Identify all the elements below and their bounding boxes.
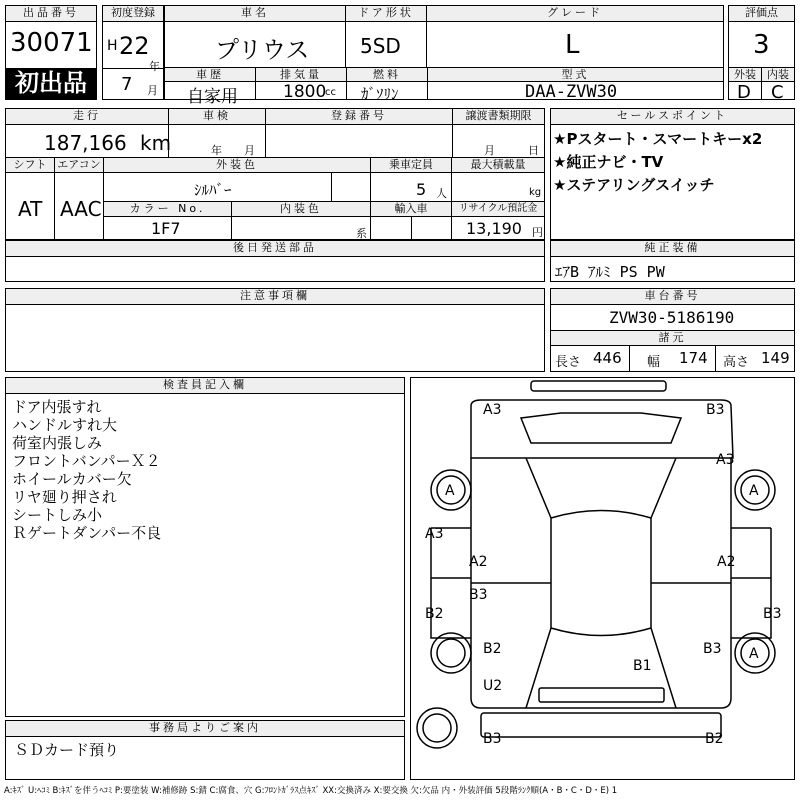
inspector-label: 検査員記入欄: [6, 378, 404, 394]
inspection-month-unit: 月: [244, 144, 255, 157]
history: 自家用: [187, 87, 238, 107]
ext-score: D: [737, 82, 751, 103]
grade: L: [565, 30, 580, 60]
transfer-label: 譲渡書類期限: [453, 109, 544, 125]
first-listing-badge: 初出品: [6, 68, 96, 99]
width-label: 幅: [647, 355, 661, 370]
damage-legend: A:ｷｽﾞ U:ﾍｺﾐ B:ｷｽﾞを伴うﾍｺﾐ P:要塗装 W:補修跡 S:錆 C:腐食、穴 G:ﾌﾛﾝﾄｶﾞﾗｽ点ｷｽﾞ XX:交換済み X:要交換 欠:欠品 内・外装評価 5段階ﾗﾝｸ順(A・B・C・D・E) 1: [4, 786, 618, 796]
later-parts-box: [5, 240, 545, 282]
notes-label: 注意事項欄: [6, 289, 544, 305]
lot-number: 30071: [10, 28, 93, 58]
color-no: 1F7: [151, 219, 181, 238]
shift: AT: [18, 197, 43, 221]
door-type: 5SD: [360, 34, 401, 58]
front-panel-outline: [471, 400, 733, 458]
inspector-line: シートしみ小: [12, 506, 103, 524]
mileage-label: 走行: [6, 109, 168, 125]
capacity-label: 乗車定員: [371, 158, 451, 173]
int-color-suffix: 系: [356, 227, 367, 240]
dims-label: 諸元: [551, 331, 794, 346]
later-parts-label: 後日発送部品: [6, 241, 544, 257]
sales-point-item: ★ステアリングスイッチ: [553, 176, 715, 194]
width: 174: [679, 349, 708, 367]
grade-label: グレード: [427, 6, 723, 22]
damage-mark: B3: [763, 606, 782, 622]
model-code: DAA-ZVW30: [525, 82, 618, 102]
equipment-label: 純正装備: [551, 241, 794, 257]
ac: AAC: [60, 197, 102, 221]
lot-number-box: [5, 5, 97, 100]
inspector-line: ホイールカバー欠: [12, 470, 132, 488]
max-load-label: 最大積載量: [452, 158, 544, 173]
ext-color-label: 外装色: [104, 158, 370, 173]
registration-box: [102, 5, 164, 100]
int-color-label: 内装色: [232, 202, 370, 217]
capacity-unit: 人: [436, 187, 447, 200]
damage-mark: B3: [703, 641, 722, 657]
int-score-label: 内装: [762, 68, 794, 82]
inspector-box: [5, 377, 405, 717]
damage-mark: A: [445, 483, 455, 499]
front-bumper-outline: [531, 381, 666, 391]
int-score: C: [771, 82, 784, 103]
roof-rear-line: [551, 628, 651, 636]
damage-mark: A: [749, 646, 759, 662]
damage-mark: B3: [706, 402, 725, 418]
fuel: ｶﾞｿﾘﾝ: [361, 85, 399, 103]
sales-point-item: ★Pスタート・スマートキーx2: [553, 130, 763, 148]
damage-diagram-box: [410, 377, 795, 780]
score: 3: [753, 30, 770, 60]
damage-mark: A2: [469, 554, 488, 570]
damage-mark: U2: [483, 678, 503, 694]
capacity: 5: [416, 180, 427, 199]
recycle-unit: 円: [532, 226, 543, 239]
inspector-line: ハンドルすれ大: [12, 416, 118, 434]
windshield-outline: [521, 413, 681, 443]
transfer-month-unit: 月: [484, 144, 495, 157]
color-no-label: カラー No.: [104, 202, 231, 217]
max-load-unit: kg: [529, 187, 542, 198]
transfer-day-unit: 日: [528, 144, 539, 157]
vehicle-info-box: [164, 5, 724, 107]
reg-month-unit: 月: [147, 84, 158, 97]
ext-color: ｼﾙﾊﾞｰ: [194, 181, 232, 199]
reg-year: 22: [119, 32, 150, 60]
reg-year-unit: 年: [149, 60, 160, 73]
inspector-line: ドア内張すれ: [12, 398, 102, 416]
reg-era: H: [107, 38, 118, 54]
lot-number-label: 出品番号: [6, 6, 96, 22]
rear-glass-outline: [539, 688, 664, 702]
height-label: 高さ: [723, 355, 750, 370]
rear-bumper-outline: [481, 713, 721, 737]
car-name: プリウス: [215, 36, 310, 64]
damage-mark: A3: [425, 526, 444, 542]
fuel-label: 燃料: [347, 68, 427, 82]
roof-front-line: [551, 511, 651, 519]
chassis-label: 車台番号: [551, 289, 794, 305]
mileage-unit: km: [140, 131, 172, 155]
history-label: 車歴: [165, 68, 255, 82]
equipment-value: ｴｱB ｱﾙﾐ PS PW: [555, 263, 665, 281]
inspection-label: 車検: [169, 109, 265, 125]
chassis-number: ZVW30-5186190: [609, 308, 735, 327]
notes-box: [5, 288, 545, 372]
registration-label: 初度登録: [103, 6, 163, 22]
inspector-line: リヤ廻り押され: [12, 488, 117, 506]
office-label: 事務局よりご案内: [6, 721, 404, 737]
car-name-label: 車名: [165, 6, 345, 22]
score-label: 評価点: [729, 6, 794, 22]
recycle: 13,190: [466, 219, 522, 238]
ext-score-label: 外装: [729, 68, 761, 82]
office-note: ＳＤカード預り: [14, 741, 120, 759]
office-box: [5, 720, 405, 780]
displacement-unit: cc: [325, 87, 336, 98]
damage-mark: B1: [633, 658, 652, 674]
inspector-line: フロントバンパーＸ２: [12, 452, 161, 470]
inspector-line: Ｒゲートダンパー不良: [12, 524, 162, 542]
reg-month: 7: [121, 74, 133, 95]
damage-mark: A3: [483, 402, 502, 418]
ac-label: エアコン: [55, 158, 103, 173]
displacement-label: 排気量: [256, 68, 346, 82]
sales-points-label: セールスポイント: [551, 109, 794, 125]
mileage-spec-box: [5, 108, 545, 240]
door-label: ドア形状: [346, 6, 426, 22]
sales-points-box: [550, 108, 795, 240]
damage-mark: A3: [716, 452, 735, 468]
chassis-box: [550, 288, 795, 372]
car-diagram: [411, 378, 794, 779]
recycle-label: リサイクル預託金: [452, 202, 544, 217]
displacement: 1800: [283, 82, 327, 102]
damage-mark: B2: [425, 606, 444, 622]
damage-mark: A2: [717, 554, 736, 570]
sales-point-item: ★純正ナビ・TV: [553, 153, 664, 171]
inspection-year-unit: 年: [211, 144, 222, 157]
mileage: 187,166: [44, 131, 127, 155]
import-label: 輸入車: [371, 202, 451, 217]
shift-label: シフト: [6, 158, 54, 173]
damage-mark: B2: [483, 641, 502, 657]
damage-mark: B2: [705, 731, 724, 747]
equipment-box: [550, 240, 795, 282]
score-box: [728, 5, 795, 103]
length: 446: [593, 349, 622, 367]
model-label: 型式: [428, 68, 723, 82]
damage-mark: B3: [483, 731, 502, 747]
inspector-line: 荷室内張しみ: [12, 434, 103, 452]
plate-label: 登録番号: [266, 109, 452, 125]
height: 149: [761, 349, 790, 367]
length-label: 長さ: [555, 355, 582, 370]
damage-mark: A: [749, 483, 759, 499]
damage-mark: B3: [469, 587, 488, 603]
